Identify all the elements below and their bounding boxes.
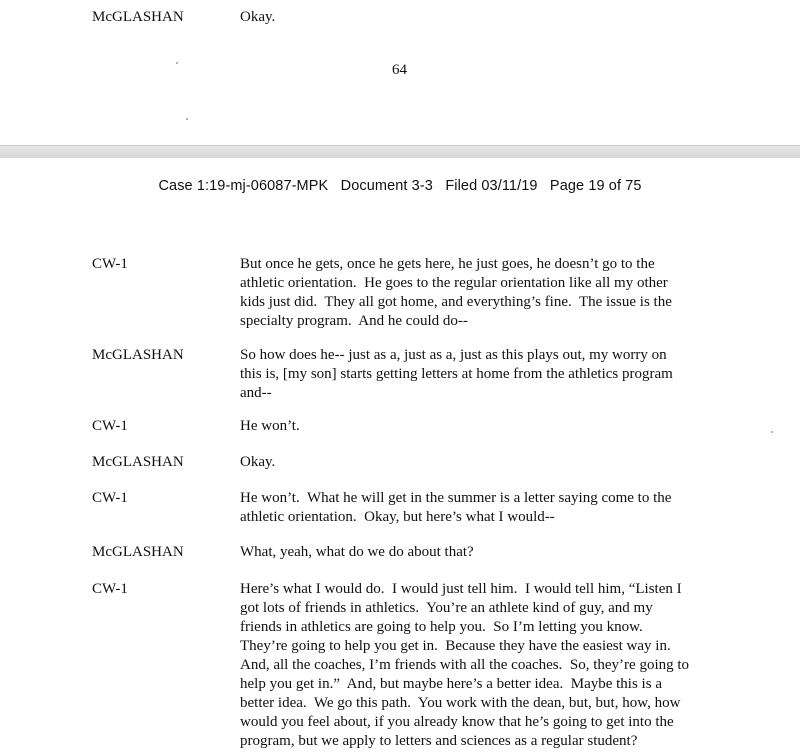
speech-line: Here’s what I would do. I would just tell him. I would tell him, “Listen I — [240, 581, 682, 597]
speech-text — [240, 489, 760, 527]
speech-line: and-- — [240, 385, 272, 401]
speech-line: would you feel about, if you already know that he’s going to get into the — [240, 714, 674, 730]
previous-page — [0, 0, 800, 145]
speech-text — [240, 543, 760, 562]
speech-line: athletic orientation. He goes to the regular orientation like all my other — [240, 275, 668, 291]
speech-line: They’re going to help you get in. Because they have the easiest way in. — [240, 638, 671, 654]
speech-line: program, but we apply to letters and sciences as a regular student? — [240, 733, 638, 749]
case-header: Case 1:19-mj-06087-MPK Document 3-3 Filed 03/11/19 Page 19 of 75 — [158, 178, 642, 194]
speaker-label: CW-1 — [92, 581, 128, 597]
speech-line: He won’t. — [240, 418, 300, 434]
speech-text — [240, 580, 760, 751]
scan-speck — [186, 118, 188, 120]
speech-line: this is, [my son] starts getting letters at home from the athletics program — [240, 366, 673, 382]
speech-line: And, all the coaches, I’m friends with all the coaches. So, they’re going to — [240, 657, 690, 673]
page-divider — [0, 145, 800, 159]
speech-text: Okay. — [240, 9, 276, 25]
speech-line: specialty program. And he could do-- — [240, 313, 468, 329]
scan-speck — [176, 62, 178, 64]
speech-text — [240, 417, 760, 436]
speaker-label: McGLASHAN — [92, 454, 184, 470]
speaker-label: CW-1 — [92, 418, 128, 434]
speech-text — [240, 346, 760, 403]
speech-line: What, yeah, what do we do about that? — [240, 544, 474, 560]
speaker-label: CW-1 — [92, 256, 128, 272]
speaker-label: McGLASHAN — [92, 9, 184, 25]
speaker-label: CW-1 — [92, 490, 128, 506]
speech-text — [240, 453, 760, 472]
speech-line: got lots of friends in athletics. You’re an athlete kind of guy, and my — [240, 600, 653, 616]
speaker-label: McGLASHAN — [92, 347, 184, 363]
speech-line: But once he gets, once he gets here, he just goes, he doesn’t go to the — [240, 256, 655, 272]
speech-line: kids just did. They all got home, and everything’s fine. The issue is the — [240, 294, 672, 310]
speech-line: Okay. — [240, 454, 276, 470]
speech-line: help you get in.” And, but maybe here’s a better idea. Maybe this is a — [240, 676, 662, 692]
speaker-label: McGLASHAN — [92, 544, 184, 560]
speech-line: He won’t. What he will get in the summer is a letter saying come to the — [240, 490, 672, 506]
speech-text — [240, 255, 760, 331]
page-number: 64 — [392, 62, 407, 78]
speech-line: athletic orientation. Okay, but here’s what I would-- — [240, 509, 555, 525]
scan-speck — [771, 431, 773, 433]
speech-line: friends in athletics are going to help you. So I’m letting you know. — [240, 619, 643, 635]
speech-line: better idea. We go this path. You work with the dean, but, but, how, how — [240, 695, 681, 711]
speech-line: So how does he-- just as a, just as a, just as this plays out, my worry on — [240, 347, 667, 363]
